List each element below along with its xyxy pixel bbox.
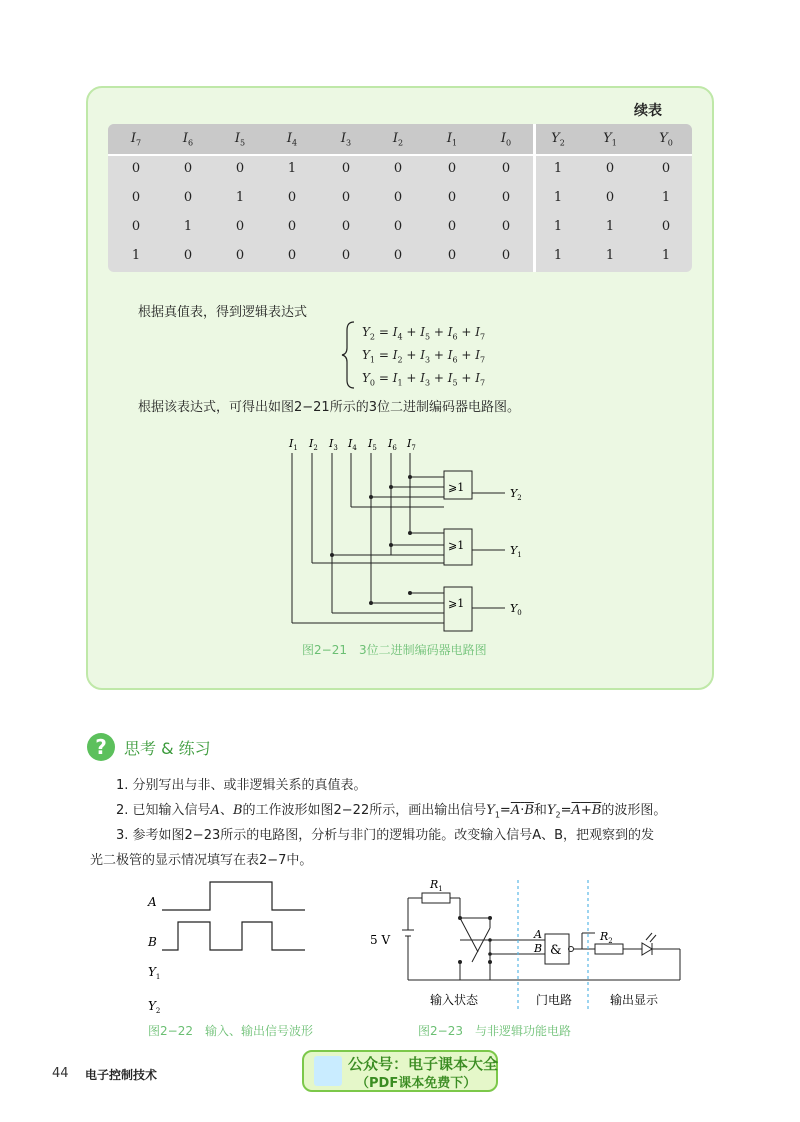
text-truth: 根据真值表，得到逻辑表达式 [138,305,308,320]
table-header-cell: $I_1$ [446,131,458,148]
table-header-cell: $I_5$ [234,131,246,148]
watermark [302,1050,498,1092]
table-header-cell: $I_6$ [182,131,194,148]
r1-label: $R_1$ [430,878,443,893]
table-cell: 0 [447,190,457,205]
question-3-line2: 光二极管的显示情况填写在表2−7中。 [90,853,313,868]
table-cell: 0 [235,219,245,234]
circuit-output-label: $Y_1$ [510,544,522,559]
section-label: 输入状态 [430,993,479,1007]
think-title: 思考 & 练习 [124,739,211,758]
page-number: 44 [52,1066,69,1081]
circuit-input-label: $I_7$ [407,437,416,452]
table-cell: 0 [131,219,141,234]
table-header-cell: $I_3$ [340,131,352,148]
caption-fig-2-21: 图2−21 3位二进制编码器电路图 [302,643,487,657]
wave-label: B [148,935,157,949]
brace [340,320,360,390]
table-cell: 0 [131,161,141,176]
table-cell: 0 [501,161,511,176]
circuit-input-label: $I_2$ [309,437,318,452]
table-cell: 1 [661,248,671,263]
encoder-circuit [280,435,540,640]
table-cell: 0 [447,248,457,263]
table-cell: 0 [235,248,245,263]
table-cell: 0 [447,219,457,234]
circuit-input-label: $I_3$ [329,437,338,452]
equation: $Y_2 = I_4 + I_5 + I_6 + I_7$ [362,325,486,342]
gate-label: ⩾1 [448,539,465,552]
table-cell: 0 [287,219,297,234]
section-label: 输出显示 [610,993,659,1007]
question-icon: ? [87,733,115,761]
wave-label: $Y_2$ [148,999,161,1015]
input-a-label: A [534,928,542,941]
r2-label: $R_2$ [600,930,613,945]
table-cell: 0 [661,161,671,176]
table-cell: 1 [605,219,615,234]
input-b-label: B [534,942,543,955]
gate-label: ⩾1 [448,597,465,610]
table-header-cell: $I_7$ [130,131,142,148]
table-cell: 0 [393,219,403,234]
watermark-line1: 公众号：电子课本大全 [348,1055,499,1073]
table-cell: 0 [501,219,511,234]
table-cell: 0 [183,248,193,263]
question-3-line1: 3. 参考如图2−23所示的电路图，分析与非门的逻辑功能。改变输入信号A、B，把观察到的发 [116,828,655,843]
table-cell: 0 [341,248,351,263]
equation: $Y_0 = I_1 + I_3 + I_5 + I_7$ [362,371,486,388]
table-cell: 0 [341,190,351,205]
table-cell: 0 [341,161,351,176]
table-cell: 0 [287,190,297,205]
continued-label: 续表 [634,103,662,119]
table-cell: 1 [287,161,297,176]
circuit-output-label: $Y_2$ [510,487,522,502]
table-cell: 1 [183,219,193,234]
table-cell: 0 [287,248,297,263]
gate-label: ⩾1 [448,481,465,494]
table-header-cell: $I_4$ [286,131,298,148]
table-cell: 0 [341,219,351,234]
table-divider [108,154,692,156]
waveform-figure [140,876,320,1016]
circuit-input-label: $I_5$ [368,437,377,452]
text-expression: 根据该表达式，可得出如图2−21所示的3位二进制编码器电路图。 [138,400,520,415]
circuit-input-label: $I_1$ [289,437,298,452]
table-cell: 1 [661,190,671,205]
book-title: 电子控制技术 [85,1068,158,1082]
table-cell: 0 [501,248,511,263]
wave-label: $Y_1$ [148,965,161,981]
table-cell: 0 [393,190,403,205]
table-cell: 1 [131,248,141,263]
table-cell: 1 [553,190,563,205]
table-cell: 0 [183,161,193,176]
circuit-input-label: $I_6$ [388,437,397,452]
watermark-line2: （PDF课本免费下） [356,1076,477,1091]
table-cell: 0 [605,190,615,205]
table-cell: 0 [447,161,457,176]
circuit-output-label: $Y_0$ [510,602,522,617]
question-2: 2. 已知输入信号A、B的工作波形如图2−22所示，画出输出信号$Y_1=A\cdot B$和$Y_2=A+B$的波形图。 [116,803,667,820]
table-cell: 0 [131,190,141,205]
table-cell: 0 [235,161,245,176]
table-cell: 1 [553,161,563,176]
truth-table [108,124,692,272]
table-cell: 0 [605,161,615,176]
table-header-cell: $Y_2$ [551,131,565,148]
table-cell: 1 [235,190,245,205]
question-1: 1. 分别写出与非、或非逻辑关系的真值表。 [116,778,367,793]
equation: $Y_1 = I_2 + I_3 + I_6 + I_7$ [362,348,486,365]
caption-fig-2-22: 图2−22 输入、输出信号波形 [148,1024,313,1038]
table-cell: 0 [393,248,403,263]
table-cell: 0 [393,161,403,176]
book-icon [314,1056,342,1086]
nand-circuit [370,870,700,1020]
table-separator [533,124,536,272]
table-header-cell: $Y_1$ [603,131,617,148]
wave-label: A [148,895,157,909]
caption-fig-2-23: 图2−23 与非逻辑功能电路 [418,1024,571,1038]
section-label: 门电路 [536,993,573,1007]
table-header-cell: $I_2$ [392,131,404,148]
table-header-cell: $Y_0$ [659,131,673,148]
circuit-input-label: $I_4$ [348,437,357,452]
table-header-cell: $I_0$ [500,131,512,148]
table-cell: 1 [553,219,563,234]
table-cell: 1 [605,248,615,263]
table-cell: 1 [553,248,563,263]
voltage-label: 5 V [370,933,391,947]
nand-gate-label: & [550,943,562,958]
table-cell: 0 [183,190,193,205]
table-cell: 0 [501,190,511,205]
table-cell: 0 [661,219,671,234]
